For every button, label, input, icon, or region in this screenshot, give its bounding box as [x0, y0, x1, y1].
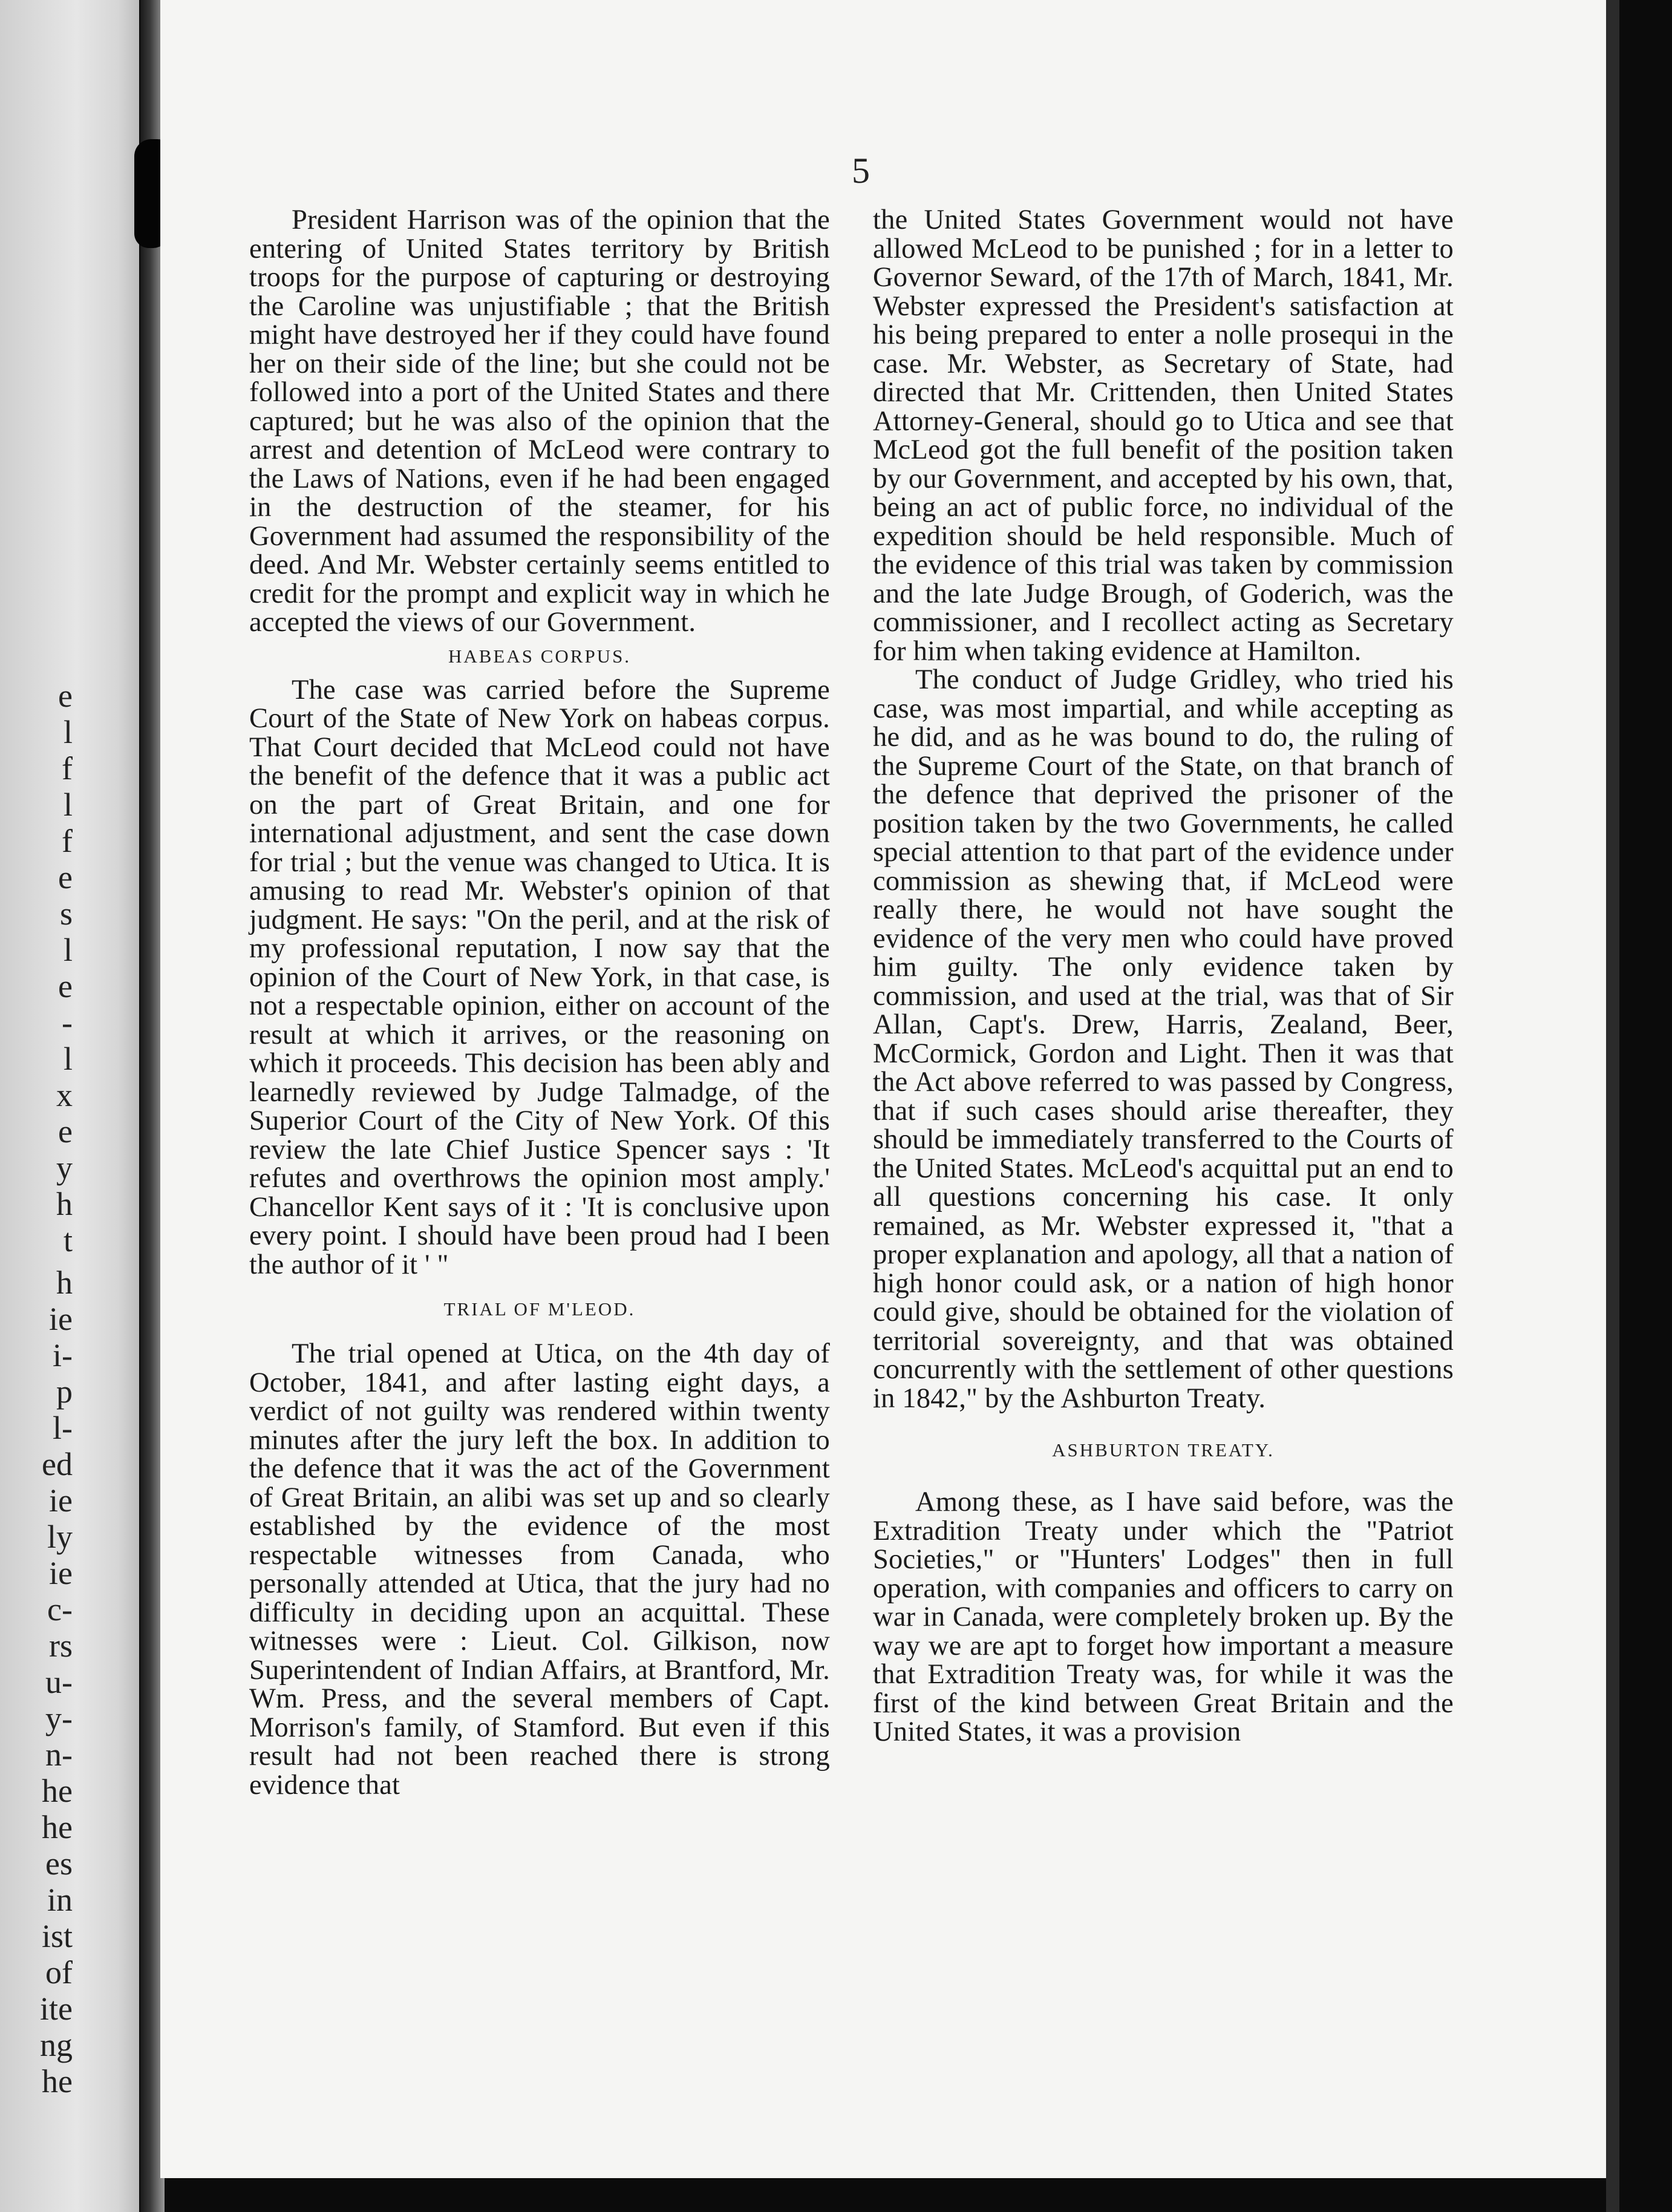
margin-fragment: c-: [47, 1591, 73, 1628]
margin-fragment: i-: [53, 1337, 73, 1373]
paragraph: the United States Government would not have allowed McLeod to be punished ; for in a letter to Governor Seward, of the 17th of March, 1841, Mr. Webster expressed the President's satisfaction at his being prepared to enter a nolle prosequi in the case. Mr. Webster, as Secretary of State, had directed that Mr. Crittenden, then United States Attorney-General, should go to Utica and see that McLeod got the full benefit of the position taken by our Government, and accepted by his own, that, being an act of public force, no individual of the expedition should be held responsible. Much of the evidence of this trial was taken by commission and the late Judge Brough, of Goderich, was the commissioner, and I recollect acting as Secretary for him when taking evidence at Hamilton.: [873, 205, 1454, 667]
paragraph: President Harrison was of the opinion that the entering of United States territory by British troops for the purpose of capturing or destroying the Caroline was unjustifiable ; that the British might have destroyed her if they could have found her on their side of the line; but she could not be followed into a port of the United States and there captured; but he was also of the opinion that the arrest and detention of McLeod were contrary to the Laws of Nations, even if he had been engaged in the destruction of the steamer, for his Government had assumed the responsibility of the deed. And Mr. Webster certainly seems entitled to credit for the prompt and explicit way in which he accepted the views of our Government.: [249, 205, 830, 638]
margin-fragments-lower: [6, 1265, 73, 2099]
margin-fragment: f: [62, 823, 73, 859]
margin-fragment: h: [56, 1265, 73, 1301]
previous-page-edge: [0, 0, 139, 2212]
margin-fragment: t: [63, 1222, 73, 1258]
paragraph: The trial opened at Utica, on the 4th day of October, 1841, and after lasting eight days, a verdict of not guilty was rendered within twenty minutes after the jury left the box. In addition to the defence that it was the act of the Government of Great Britain, an alibi was set up and so clearly established by the evidence of the most respectable witnesses from Canada, who personally attended at Utica, that the jury had no difficulty in deciding upon an acquittal. These witnesses were : Lieut. Col. Gilkison, now Superintendent of Indian Affairs, at Brantford, Mr. Wm. Press, and the several members of Capt. Morrison's family, of Stamford. But even if this result had not been reached there is strong evidence that: [249, 1338, 830, 1801]
margin-fragment: he: [42, 1809, 73, 1845]
margin-fragment: f: [62, 750, 73, 787]
margin-fragment: y: [56, 1150, 73, 1186]
section-heading-habeas-corpus: HABEAS CORPUS.: [448, 645, 632, 667]
margin-fragment: ite: [40, 1991, 73, 2027]
margin-fragment: l: [63, 1041, 73, 1077]
margin-fragment: e: [58, 1113, 73, 1150]
left-column: [249, 206, 830, 1799]
margin-fragment: y-: [45, 1700, 73, 1736]
margin-fragment: in: [47, 1882, 73, 1918]
margin-fragment: es: [45, 1845, 73, 1882]
paragraph: Among these, as I have said before, was the Extradition Treaty under which the "Patriot Societies," or "Hunters' Lodges" then in full operation, with companies and officers to carry on war in Canada, were completely broken up. By the way we are apt to forget how important a measure that Extradition Treaty was, for while it was the first of the kind between Great Britain and the United States, it was a provision: [873, 1487, 1454, 1747]
margin-fragment: he: [42, 1773, 73, 1809]
margin-fragment: n-: [45, 1736, 73, 1773]
margin-fragment: x: [56, 1077, 73, 1113]
page-number: 5: [852, 151, 870, 191]
margin-fragment: ist: [41, 1918, 73, 1954]
paragraph: The conduct of Judge Gridley, who tried his case, was most impartial, and while accepting as he did, and as he was bound to do, the ruling of the Supreme Court of the State, on that branch of the defence that deprived the prisoner of the position taken by the two Governments, he called special attention to that part of the evidence under commission as shewing that, if McLeod were really there, he would not have sought the evidence of the very men who could have proved him guilty. The only evidence taken by commission, and used at the trial, was that of Sir Allan, Capt's. Drew, Harris, Zealand, Beer, McCormick, Gordon and Light. Then it was that the Act above referred to was passed by Congress, that if such cases should arise thereafter, they should be immediately transferred to the Courts of the United States. McLeod's acquittal put an end to all questions concerning his case. It only remained, as Mr. Webster expressed it, "that a proper explanation and apology, all that a nation of high honor could ask, or a nation of high honor could give, should be obtained for the violation of territorial sovereignty, and that was obtained concurrently with the settlement of other questions in 1842," by the Ashburton Treaty.: [873, 664, 1454, 1414]
margin-fragment: ie: [49, 1482, 73, 1519]
margin-fragment: rs: [49, 1628, 73, 1664]
margin-fragment: ed: [42, 1446, 73, 1482]
margin-fragment: h: [56, 1186, 73, 1222]
margin-fragment: of: [45, 1954, 73, 1991]
margin-fragment: l: [63, 932, 73, 968]
right-column: [873, 206, 1454, 1747]
margin-fragment: ly: [47, 1519, 73, 1555]
margin-fragment: e: [58, 859, 73, 895]
margin-fragment: s: [59, 895, 73, 932]
section-heading-ashburton-treaty: ASHBURTON TREATY.: [1052, 1439, 1275, 1461]
margin-fragment: ie: [49, 1301, 73, 1337]
margin-fragment: l: [63, 787, 73, 823]
margin-fragment: ie: [49, 1555, 73, 1591]
margin-fragments-upper: [6, 678, 73, 1258]
paragraph: The case was carried before the Supreme Court of the State of New York on habeas corpus. That Court decided that McLeod could not have the benefit of the defence that it was a public act on the part of Great Britain, and one for international adjustment, and sent the case down for trial ; but the venue was changed to Utica. It is amusing to read Mr. Webster's opinion of that judgment. He says: "On the peril, and at the risk of my professional reputation, I now say that the opinion of the Court of New York, in that case, is not a respectable opinion, either on account of the result at which it arrives, or the reasoning on which it proceeds. This decision has been ably and learnedly reviewed by Judge Talmadge, of the Superior Court of the City of New York. Of this review the late Chief Justice Spencer says : 'It refutes and overthrows the opinion most amply.' Chancellor Kent says of it : 'It is conclusive upon every point. I should have been proud had I been the author of it ' ": [249, 674, 830, 1280]
section-heading-trial-of-mcleod: TRIAL OF M'LEOD.: [443, 1298, 636, 1320]
margin-fragment: ng: [40, 2027, 73, 2063]
margin-fragment: e: [58, 678, 73, 714]
page-right-edge: [1606, 0, 1619, 2212]
margin-fragment: l: [63, 714, 73, 750]
margin-fragment: p: [56, 1373, 73, 1410]
margin-fragment: he: [42, 2063, 73, 2099]
margin-fragment: u-: [45, 1664, 73, 1700]
margin-fragment: -: [62, 1004, 73, 1041]
margin-fragment: e: [58, 968, 73, 1004]
margin-fragment: l-: [53, 1410, 73, 1446]
